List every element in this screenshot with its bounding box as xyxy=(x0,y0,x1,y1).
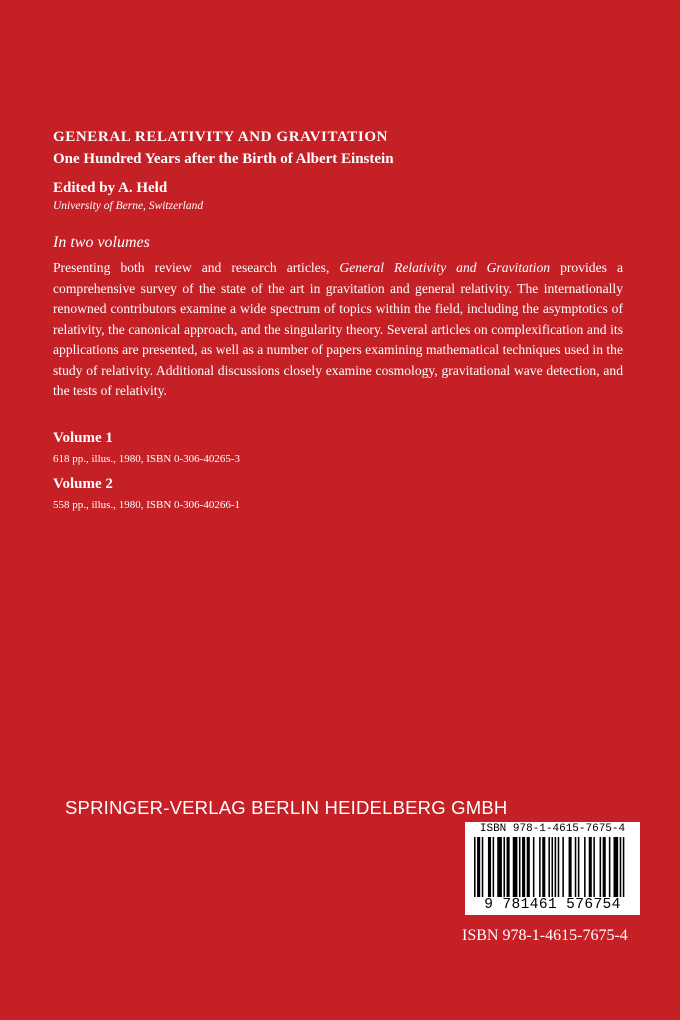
barcode-bar xyxy=(542,837,545,897)
barcode-bar xyxy=(614,837,619,897)
barcode-bar xyxy=(558,837,560,897)
book-title: GENERAL RELATIVITY AND GRAVITATION xyxy=(53,129,389,145)
barcode-isbn-text: ISBN 978-1-4615-7675-4 xyxy=(479,823,626,835)
barcode-bar xyxy=(482,837,484,897)
barcode-bar xyxy=(522,837,525,897)
volume-2-title: Volume 2 xyxy=(53,476,113,492)
description-part: provides a comprehensive survey of the state of the art in gravitation and general relativity. The internationally renowned contributors examine a wide spectrum of topics within the field, including the asymptotics of relativity, the canonical approach, and the singularity theory. Several articles on complexification and its applications are presented, as well as a number of papers examining mathematical techniques used in the study of relativity. Additional discussions closely examine cosmology, gravitational wave detection, and the tests of relativity. xyxy=(53,260,624,398)
barcode-bar xyxy=(527,837,530,897)
publisher-name: SPRINGER-VERLAG BERLIN HEIDELBERG GMBH xyxy=(65,797,508,818)
editor-line: Edited by A. Held xyxy=(53,180,168,196)
barcode-bar xyxy=(519,837,521,897)
barcode-bar xyxy=(569,837,572,897)
barcode-bar xyxy=(584,837,586,897)
barcode-bar xyxy=(497,837,502,897)
barcode-bar xyxy=(533,837,535,897)
description-book-title: General Relativity and Gravitation xyxy=(339,260,551,275)
isbn-footer: ISBN 978-1-4615-7675-4 xyxy=(462,927,628,944)
barcode-bar xyxy=(493,837,495,897)
barcode-bar xyxy=(539,837,541,897)
barcode-bar xyxy=(548,837,550,897)
description-part: Presenting both review and research articles, xyxy=(53,260,340,275)
barcode-label xyxy=(465,822,640,915)
barcode-bars xyxy=(474,837,631,897)
barcode-bar xyxy=(609,837,611,897)
barcode-bar xyxy=(589,837,592,897)
barcode-bar xyxy=(623,837,625,897)
editor-affiliation: University of Berne, Switzerland xyxy=(53,200,204,212)
volume-1-details: 618 pp., illus., 1980, ISBN 0-306-40265-3 xyxy=(53,453,240,465)
barcode-digits: 9 781461 576754 xyxy=(484,897,621,913)
barcode-bar xyxy=(477,837,480,897)
book-description xyxy=(53,258,623,402)
barcode-bar xyxy=(552,837,554,897)
barcode-bar xyxy=(474,837,476,897)
barcode-bar xyxy=(603,837,606,897)
barcode-bar xyxy=(488,837,491,897)
barcode-bar xyxy=(555,837,557,897)
volume-1-title: Volume 1 xyxy=(53,430,113,446)
volumes-note: In two volumes xyxy=(53,234,150,251)
barcode-bar xyxy=(562,837,564,897)
barcode-bar xyxy=(513,837,518,897)
barcode-bar xyxy=(507,837,510,897)
barcode-bar xyxy=(578,837,580,897)
barcode-bar xyxy=(600,837,602,897)
barcode-bar xyxy=(620,837,622,897)
barcode-bar xyxy=(575,837,577,897)
volume-2-details: 558 pp., illus., 1980, ISBN 0-306-40266-1 xyxy=(53,499,240,511)
barcode-bar xyxy=(503,837,505,897)
barcode-bar xyxy=(593,837,595,897)
book-subtitle: One Hundred Years after the Birth of Albert Einstein xyxy=(53,151,394,167)
